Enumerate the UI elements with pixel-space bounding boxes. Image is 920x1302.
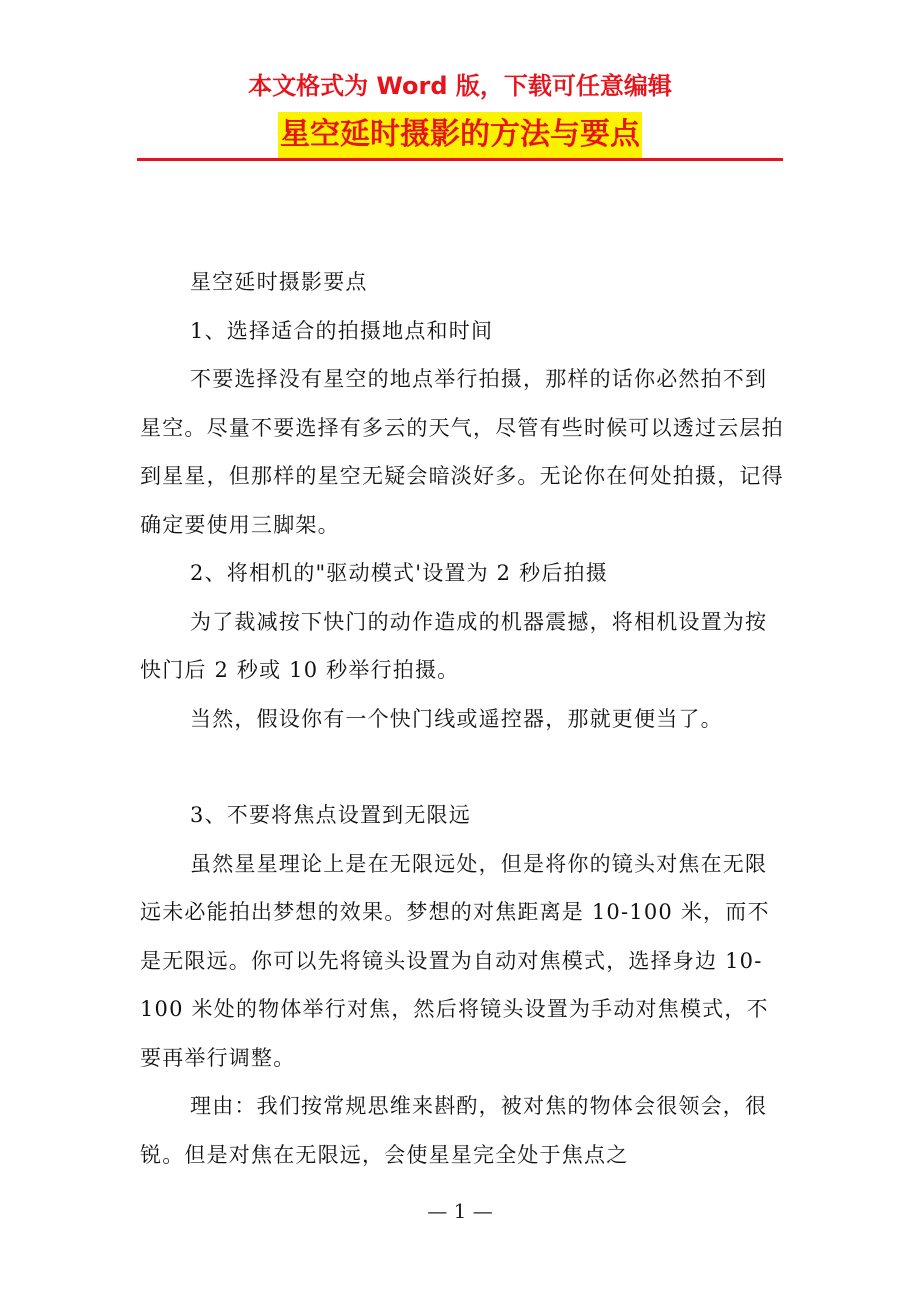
point-heading-1: 1、选择适合的拍摄地点和时间 xyxy=(190,318,494,343)
format-notice-banner: 本文格式为 Word 版，下载可任意编辑 xyxy=(248,72,672,100)
title-underline-rule xyxy=(137,158,783,161)
paragraph-shutter-delay: 为了裁减按下快门的动作造成的机器震撼，将相机设置为按快门后 2 秒或 10 秒举行拍摄。 xyxy=(140,609,768,682)
paragraph-spacer xyxy=(140,743,785,791)
point-heading-3: 3、不要将焦点设置到无限远 xyxy=(190,803,471,827)
paragraph-location: 不要选择没有星空的地点举行拍摄，那样的话你必然拍不到星空。尽量不要选择有多云的天气，尽管有些时候可以透过云层拍到星星，但那样的星空无疑会暗淡好多。无论你在何处拍摄，记得确定要使用三脚架。 xyxy=(140,367,784,537)
document-body xyxy=(140,258,785,1179)
point-heading-2: 2、将相机的"驱动模式'设置为 2 秒后拍摄 xyxy=(190,561,608,585)
paragraph-reason: 理由：我们按常规思维来斟酌，被对焦的物体会很领会，很锐。但是对焦在无限远，会使星星完全处于焦点之 xyxy=(140,1094,768,1167)
paragraph-focus: 虽然星星理论上是在无限远处，但是将你的镜头对焦在无限远未必能拍出梦想的效果。梦想的对焦距离是 10-100 米，而不是无限远。你可以先将镜头设置为自动对焦模式，选择身边 10-100 米处的物体举行对焦，然后将镜头设置为手动对焦模式，不要再举行调整。 xyxy=(140,851,770,1070)
page-number: — 1 — xyxy=(427,1199,493,1223)
section-heading: 星空延时摄影要点 xyxy=(190,270,368,294)
paragraph-remote: 当然，假设你有一个快门线或遥控器，那就更便当了。 xyxy=(190,706,723,731)
title-container xyxy=(0,112,920,158)
document-title: 星空延时摄影的方法与要点 xyxy=(278,112,642,158)
